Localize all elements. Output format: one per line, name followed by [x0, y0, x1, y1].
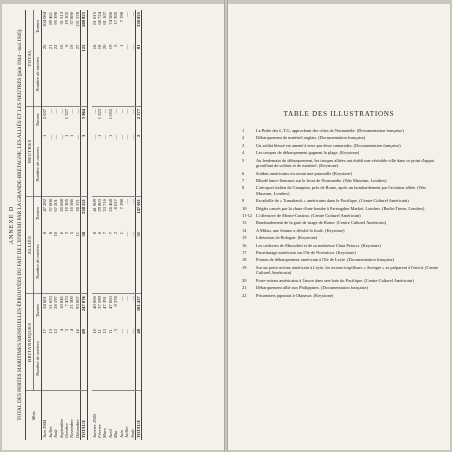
item-number: 7	[242, 177, 245, 183]
item-number: 3	[242, 142, 245, 148]
value-cell: 2	[135, 133, 141, 197]
list-item	[242, 220, 442, 226]
value-cell: 50	[81, 230, 87, 294]
value-cell: 37 886	[69, 12, 75, 25]
month-cell: Octobre	[64, 423, 70, 438]
item-text: Prisonniers japonais à Okinawa. (Keystone)	[256, 292, 334, 298]
list-item	[242, 178, 442, 184]
value-cell: —	[124, 296, 130, 301]
value-cell: 1 322	[97, 108, 103, 120]
list-item	[242, 150, 442, 156]
month-cell: Décembre	[74, 419, 80, 438]
month-cell: Septembre	[58, 418, 64, 438]
value-cell: 6	[59, 230, 64, 294]
month-cell: Janvier 1945	[91, 413, 97, 438]
value-cell: 7 473	[64, 296, 70, 307]
value-cell: 20 668	[58, 199, 64, 212]
value-cell: 1	[119, 230, 124, 294]
month-cell: Avril	[107, 429, 113, 438]
month-cell: Juin	[118, 430, 124, 438]
value-cell: 10	[69, 43, 74, 107]
item-number: 18	[242, 257, 247, 263]
month-cell: Août	[53, 429, 59, 438]
list-item	[242, 293, 442, 299]
list-item	[242, 128, 442, 134]
value-cell: 68 724	[97, 12, 103, 25]
value-cell: 95 398	[53, 12, 59, 25]
value-cell: 22	[53, 43, 58, 107]
list-item	[242, 143, 442, 149]
month-cell: Novembre	[69, 419, 75, 438]
value-cell: 81 815	[91, 12, 97, 25]
item-number: 11-12	[242, 213, 253, 219]
value-cell: 27	[75, 43, 81, 107]
item-text: Dégâts causés par la chute d'une bombe à Farringdon Market, Londres. (Radio-Times, Londres)	[256, 205, 425, 211]
value-cell: 6	[97, 230, 102, 294]
value-cell: 18	[92, 43, 97, 107]
item-text: Débarquement de matériel anglais. (Documentation française)	[256, 135, 366, 141]
value-cell: 1 327	[64, 108, 70, 120]
column-subheader: Tonnes	[34, 294, 42, 327]
annexe-label: ANNEXE D	[9, 205, 15, 245]
item-text: Parachutage américain sur l'île de Noemfoor. (Keystone)	[256, 250, 356, 256]
value-cell: 16 586	[69, 199, 75, 212]
value-cell: —	[118, 296, 124, 301]
value-cell: 17 395	[113, 12, 119, 25]
value-cell: 81 107	[102, 12, 108, 25]
value-cell: 16	[75, 327, 81, 391]
value-cell: —	[124, 230, 129, 294]
item-number: 9	[242, 198, 245, 204]
value-cell: 40 006	[91, 296, 97, 309]
value-cell: —	[124, 43, 129, 107]
value-cell: 21	[48, 43, 53, 107]
value-cell: —	[92, 133, 97, 197]
item-text: Ponton de débarquement américain à l'île de Leyte. (Documentation française)	[256, 257, 395, 263]
value-cell: 1	[69, 133, 74, 197]
value-cell: 1	[108, 133, 113, 197]
value-cell: —	[130, 43, 136, 107]
value-cell: 330 825	[135, 10, 141, 43]
value-cell: —	[129, 199, 135, 204]
month-cell: TOTAUX	[81, 391, 87, 440]
month-cell: Juillet	[47, 426, 53, 438]
item-number: 1	[242, 128, 245, 133]
group-header: ALLIÉS	[26, 197, 34, 294]
value-cell: 8 017	[113, 199, 119, 210]
value-cell: 67 201	[53, 199, 59, 212]
value-cell: 69	[81, 327, 87, 391]
column-subheader: Tonnes	[34, 10, 42, 43]
value-cell: —	[130, 327, 136, 391]
value-cell: 9 378	[113, 296, 119, 307]
value-cell: —	[124, 108, 130, 114]
item-text: Bombardement de la gare de triage de Rome. (Centre Culturel Américain)	[256, 220, 387, 226]
value-cell: 2 637	[42, 108, 48, 120]
month-cell: Juillet	[124, 426, 130, 438]
value-cell: 10	[53, 230, 58, 294]
value-cell: —	[124, 327, 129, 391]
value-cell: 28 197	[53, 296, 59, 309]
value-cell: 47 282	[42, 199, 48, 212]
value-cell: 34 601	[42, 296, 48, 309]
list-item	[242, 257, 442, 263]
item-text: Porte-avions américains à l'ancre dans une baie du Pacifique. (Centre Culturel Américain)	[256, 277, 414, 283]
value-cell: 12	[53, 327, 58, 391]
value-cell: 147 011	[135, 197, 141, 230]
value-cell: 4	[69, 327, 74, 391]
item-text: La Boîte des L.T.G. approchant des côtes de Normandie. (Documentation française)	[256, 128, 404, 133]
value-cell: 26 468	[107, 199, 113, 212]
month-cell: Mars	[102, 428, 108, 438]
value-cell: —	[124, 133, 129, 197]
item-number: 19	[242, 264, 247, 270]
value-cell: —	[69, 108, 75, 114]
list-item	[242, 213, 442, 219]
value-cell: 11	[97, 327, 102, 391]
item-text: Débarquement allié aux Philippines. (Documentation française)	[256, 285, 368, 291]
value-cell: 1 055	[107, 108, 113, 120]
list-item	[242, 206, 442, 212]
item-number: 14	[242, 227, 247, 233]
value-cell: 17	[42, 327, 48, 391]
value-cell: 10 305	[64, 199, 70, 212]
group-header: TOTAL	[26, 10, 34, 106]
column-subheader: Nombre de navires	[34, 230, 42, 294]
value-cell: 37 808	[47, 199, 53, 212]
value-cell: 238 221	[81, 197, 87, 230]
month-cell: Juin 1944	[42, 419, 48, 438]
value-cell: 19	[108, 43, 113, 107]
value-cell: 5	[69, 230, 74, 294]
item-number: 17	[242, 250, 247, 256]
value-cell: 26	[42, 43, 48, 107]
value-cell: 29 803	[97, 199, 103, 212]
list-item	[242, 158, 442, 169]
column-subheader: Nombre de navires	[34, 43, 42, 107]
item-number: 2	[242, 135, 245, 141]
value-cell: —	[74, 108, 80, 114]
item-text: L'offensive de Monte-Cassino. (Centre Culturel Américain)	[256, 213, 361, 219]
list-item	[242, 250, 442, 256]
column-subheader: Tonnes	[34, 197, 42, 230]
value-cell: —	[124, 12, 130, 17]
value-cell: —	[130, 230, 136, 294]
item-number: 22	[242, 292, 247, 298]
right-page	[228, 4, 450, 450]
value-cell: 508 825	[81, 10, 87, 43]
group-header: NEUTRES	[26, 106, 34, 196]
item-number: 8	[242, 185, 245, 191]
value-cell: 8	[92, 230, 97, 294]
value-cell: 2	[64, 230, 69, 294]
value-cell: 181 437	[135, 294, 141, 327]
value-cell: 247 076	[81, 294, 87, 327]
list-item	[242, 243, 442, 249]
value-cell: —	[129, 12, 135, 17]
item-number: 15	[242, 235, 247, 241]
value-cell: 48	[135, 327, 141, 391]
value-cell: 47 063	[107, 296, 113, 309]
value-cell: —	[113, 133, 118, 197]
list-item	[242, 185, 442, 196]
item-number: 5	[242, 157, 245, 163]
column-subheader: Nombre de navires	[34, 327, 42, 391]
column-subheader: Nombre de navires	[34, 133, 42, 197]
item-text: Blindé lance-flammes sur le front de Normandie. (War Museum, Londres)	[256, 177, 387, 183]
month-cell: Août	[129, 429, 135, 438]
value-cell: 37 599	[97, 296, 103, 309]
value-cell: —	[113, 108, 119, 114]
value-cell: 81	[135, 43, 141, 107]
value-cell: 11	[108, 327, 113, 391]
value-cell: —	[119, 133, 124, 197]
table-title: TOTAL DES PERTES MARITIMES MENSUELLES ÉPROUVÉES DU FAIT DE L'ENNEMI PAR LA GRANDE-BRETAGNE, LES ALLIÉS ET LES NEUTRES (juin 1944 - mai 1945)	[17, 29, 23, 421]
value-cell: 51 653	[47, 296, 53, 309]
value-cell: —	[47, 108, 53, 114]
value-cell: 47 391	[102, 296, 108, 309]
value-cell: 93 007	[74, 296, 80, 309]
value-cell: 5	[113, 43, 118, 107]
value-cell: —	[129, 296, 135, 301]
value-cell: 10 845	[58, 296, 64, 309]
value-cell: 2 377	[135, 106, 141, 132]
column-subheader: Tonnes	[34, 106, 42, 132]
item-number: 20	[242, 277, 247, 283]
value-cell: —	[53, 133, 58, 197]
value-cell: 3	[81, 133, 87, 197]
item-text: Un soldat blessé est amené à terre par deux camarades. (Documentation française)	[256, 142, 401, 148]
value-cell: 7	[108, 230, 113, 294]
value-cell: 7 198	[118, 199, 124, 210]
value-cell: —	[118, 108, 124, 114]
value-cell: 38 371	[74, 199, 80, 212]
value-cell: 10	[59, 43, 64, 107]
value-cell: —	[102, 133, 107, 197]
value-cell: —	[130, 133, 136, 197]
value-cell: 31 513	[58, 12, 64, 25]
list-item	[242, 171, 442, 177]
value-cell: —	[48, 133, 53, 197]
item-text: Les cadavres de Mussolini et de sa maîtresse Clara Petacci. (Keystone)	[256, 242, 381, 248]
item-number: 13	[242, 220, 247, 226]
value-cell: 21 300	[69, 296, 75, 309]
item-text: Au lendemain du débarquement, les troupes alliées ont établi une véritable ville dans ce point d'appui grouillant de soldats et de matériel. (Keystone)	[256, 157, 435, 169]
losses-table	[25, 10, 142, 440]
item-number: 10	[242, 205, 247, 211]
value-cell: —	[124, 199, 130, 204]
value-cell: 2	[113, 230, 118, 294]
value-cell: 3 964	[81, 106, 87, 132]
value-cell: 104 084	[42, 12, 48, 27]
total-row	[135, 10, 141, 440]
value-cell: 1	[42, 133, 48, 197]
value-cell: 74 586	[107, 12, 113, 25]
value-cell: 3	[113, 327, 118, 391]
value-cell: 131 378	[74, 12, 80, 27]
month-cell: Février	[97, 424, 103, 438]
value-cell: 11	[75, 230, 81, 294]
value-cell: —	[91, 108, 97, 114]
value-cell: 20	[102, 43, 107, 107]
value-cell: 122	[81, 43, 87, 107]
rotated-table-block	[7, 10, 219, 440]
value-cell: 6	[64, 43, 69, 107]
item-text: Sur un porte-avions américain à Leyte, les avions-torpilleurs « Avenger » se préparent à l'envol. (Centre Culturel Américain)	[256, 264, 439, 276]
mois-header: Mois	[26, 391, 42, 440]
item-text: Libération de Bologne. (Keystone)	[256, 235, 318, 241]
illustrations-title: TABLE DES ILLUSTRATIONS	[283, 110, 395, 118]
value-cell: 8	[48, 230, 53, 294]
value-cell: 1	[64, 133, 69, 197]
value-cell: 19 105	[64, 12, 70, 25]
value-cell: 33 716	[102, 199, 108, 212]
value-cell: 7 198	[118, 12, 124, 23]
illustrations-list	[242, 128, 442, 300]
list-item	[242, 228, 442, 234]
item-number: 16	[242, 242, 247, 248]
value-cell: —	[119, 327, 124, 391]
value-cell: 3	[64, 327, 69, 391]
item-number: 21	[242, 285, 247, 291]
value-cell: 8	[42, 230, 48, 294]
list-item	[242, 265, 442, 276]
item-number: 4	[242, 150, 245, 156]
value-cell: 1	[97, 133, 102, 197]
month-cell: TOTAUX	[135, 391, 141, 440]
month-cell: Mai	[113, 430, 119, 438]
value-cell: —	[58, 108, 64, 114]
value-cell: 31	[135, 230, 141, 294]
group-header: BRITANNIQUES	[26, 294, 34, 391]
value-cell: 7	[102, 230, 107, 294]
item-text: Les troupes de débarquement gagnent la plage. (Keystone)	[256, 150, 360, 156]
value-cell: 41 809	[91, 199, 97, 212]
item-text: Escadrille de « Tomahawk » américains dans le Pacifique. (Centre Culturel Américain)	[256, 198, 409, 204]
value-cell: —	[129, 108, 135, 114]
list-item	[242, 135, 442, 141]
item-number: 6	[242, 170, 245, 176]
list-item	[242, 285, 442, 291]
item-text: Soldats américains escortant une patrouille (Keystone)	[256, 170, 352, 176]
value-cell: —	[59, 133, 64, 197]
value-cell: 13	[48, 327, 53, 391]
list-item	[242, 235, 442, 241]
value-cell: 89 461	[47, 12, 53, 25]
value-cell: —	[53, 108, 59, 114]
value-cell: 13	[102, 327, 107, 391]
value-cell: 4	[59, 327, 64, 391]
item-text: L'aéroport italien de Ciampino, près de Rome, après un bombardement par l'aviation alliée. (War Museum, Londres)	[256, 185, 426, 196]
value-cell: —	[102, 108, 108, 114]
value-cell: —	[75, 133, 81, 197]
value-cell: 1	[119, 43, 124, 107]
value-cell: 18	[97, 43, 102, 107]
left-page	[2, 4, 224, 450]
list-item	[242, 278, 442, 284]
value-cell: 10	[92, 327, 97, 391]
list-item	[242, 198, 442, 204]
item-text: A Milan, une femme a dérobé la foule. (Keystone)	[256, 227, 345, 233]
